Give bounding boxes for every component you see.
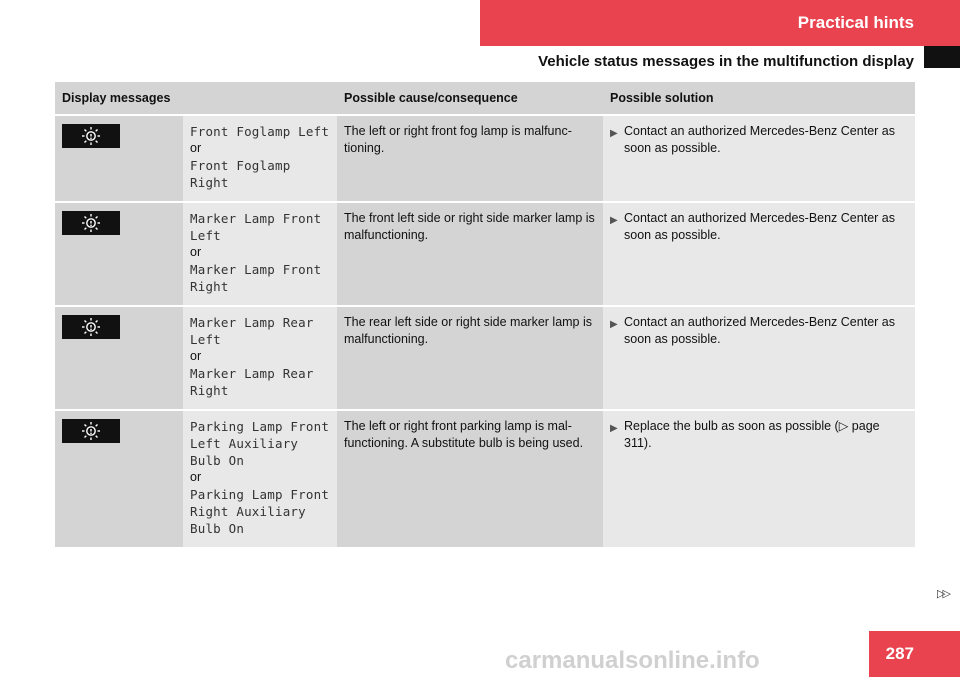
display-message-a: Front Foglamp Left — [190, 124, 330, 139]
display-message-a: Parking Lamp Front Left Auxiliary Bulb On — [190, 419, 330, 468]
or-label: or — [190, 245, 202, 259]
solution-text: Contact an authorized Mercedes-Benz Center as soon as possible. — [624, 124, 895, 155]
lamp-warning-icon — [62, 419, 120, 443]
cause-cell: The front left side or right side marker lamp is malfunctioning. — [337, 202, 603, 306]
bullet-arrow-icon: ▶ — [610, 128, 618, 139]
display-message-a: Marker Lamp Rear Left — [190, 315, 314, 347]
solution-cell — [603, 202, 915, 306]
lamp-warning-icon — [62, 315, 120, 339]
bullet-arrow-icon: ▶ — [610, 215, 618, 226]
solution-text: Replace the bulb as soon as possible (▷ page 311). — [624, 419, 880, 450]
display-message-b: Parking Lamp Front Right Auxiliary Bulb On — [190, 487, 330, 536]
icon-cell — [55, 306, 183, 410]
display-message-b: Marker Lamp Front Right — [190, 262, 322, 294]
display-message-cell — [183, 306, 337, 410]
solution-cell — [603, 410, 915, 548]
status-messages-table — [55, 82, 915, 549]
display-message-b: Marker Lamp Rear Right — [190, 366, 314, 398]
display-message-cell — [183, 410, 337, 548]
column-header-display-messages: Display messages — [55, 82, 337, 115]
display-message-b: Front Foglamp Right — [190, 158, 291, 190]
page-subtitle: Vehicle status messages in the multifunction display — [538, 53, 914, 70]
page-number — [869, 631, 960, 677]
cause-cell: The left or right front parking lamp is mal-functioning. A substitute bulb is being used. — [337, 410, 603, 548]
lamp-warning-icon — [62, 211, 120, 235]
icon-cell — [55, 115, 183, 202]
icon-cell — [55, 410, 183, 548]
table-row — [55, 202, 915, 306]
or-label: or — [190, 141, 202, 155]
watermark: carmanualsonline.info — [505, 647, 760, 674]
display-message-cell — [183, 202, 337, 306]
bullet-arrow-icon: ▶ — [610, 423, 618, 434]
display-message-cell — [183, 115, 337, 202]
page-number-text: 287 — [885, 644, 914, 663]
solution-cell — [603, 115, 915, 202]
corner-marker — [924, 46, 960, 68]
continue-arrows-icon: ▷▷ — [937, 588, 948, 600]
solution-text: Contact an authorized Mercedes-Benz Center as soon as possible. — [624, 315, 895, 346]
cause-cell: The rear left side or right side marker lamp is malfunctioning. — [337, 306, 603, 410]
column-header-solution: Possible solution — [603, 82, 915, 115]
or-label: or — [190, 470, 202, 484]
solution-text: Contact an authorized Mercedes-Benz Center as soon as possible. — [624, 211, 895, 242]
or-label: or — [190, 349, 202, 363]
display-message-a: Marker Lamp Front Left — [190, 211, 322, 243]
solution-cell — [603, 306, 915, 410]
table-header-row — [55, 82, 915, 115]
table-row — [55, 115, 915, 202]
lamp-warning-icon — [62, 124, 120, 148]
bullet-arrow-icon: ▶ — [610, 319, 618, 330]
cause-cell: The left or right front fog lamp is malfunc-tioning. — [337, 115, 603, 202]
table-row — [55, 410, 915, 548]
icon-cell — [55, 202, 183, 306]
section-title — [480, 0, 960, 46]
table-row — [55, 306, 915, 410]
column-header-cause: Possible cause/consequence — [337, 82, 603, 115]
section-title-text: Practical hints — [797, 13, 914, 32]
